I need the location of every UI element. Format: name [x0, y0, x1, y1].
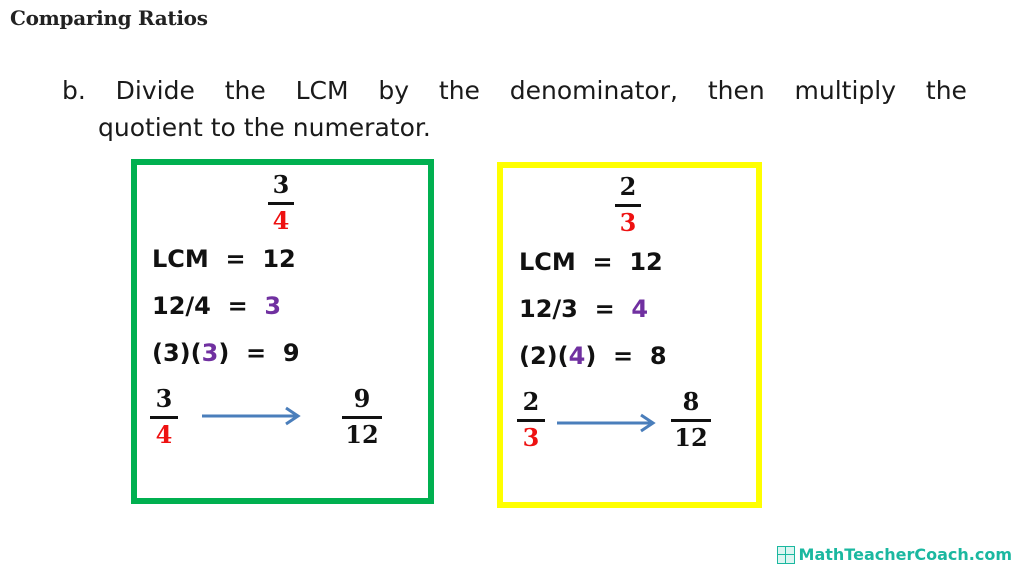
- denominator: 12: [345, 420, 379, 449]
- fraction-bar: [615, 204, 641, 207]
- numerator: 2: [522, 387, 540, 416]
- product-result: 9: [282, 339, 300, 367]
- left-equivalent-fraction: [342, 386, 382, 448]
- denominator: 12: [674, 423, 708, 452]
- division-expression: 12/3: [519, 295, 578, 323]
- instruction-word: denominator,: [509, 76, 678, 105]
- right-product-line: [519, 342, 667, 370]
- left-lcm-line: [152, 245, 296, 273]
- instruction-line-1: [62, 72, 967, 109]
- denominator: 4: [272, 206, 290, 235]
- fraction-bar: [517, 419, 545, 422]
- instruction-text: [62, 72, 967, 146]
- lcm-label: LCM: [152, 245, 209, 273]
- right-arrow-icon: [555, 413, 659, 433]
- equals-sign: =: [227, 292, 248, 320]
- paren: (: [557, 342, 569, 370]
- fraction-bar: [671, 419, 711, 422]
- paren: ): [546, 342, 558, 370]
- numerator-factor: 2: [529, 342, 547, 370]
- left-ratio-fraction: [268, 172, 294, 234]
- instruction-word: multiply: [794, 76, 897, 105]
- right-ratio-fraction: [615, 174, 641, 236]
- instruction-word: LCM: [295, 76, 349, 105]
- fraction-bar: [268, 202, 294, 205]
- numerator: 8: [682, 387, 700, 416]
- right-original-fraction: [517, 389, 545, 451]
- right-lcm-line: [519, 248, 663, 276]
- fraction-bar: [342, 416, 382, 419]
- paren: ): [179, 339, 191, 367]
- instruction-word: the: [438, 76, 480, 105]
- site-logo: [777, 545, 1012, 564]
- instruction-word: then: [707, 76, 765, 105]
- paren: (: [190, 339, 202, 367]
- left-division-line: [152, 292, 281, 320]
- equals-sign: =: [225, 245, 246, 273]
- equals-sign: =: [613, 342, 634, 370]
- numerator: 9: [353, 384, 371, 413]
- numerator-factor: 3: [162, 339, 180, 367]
- quotient-factor: 3: [201, 339, 219, 367]
- paren: (: [519, 342, 530, 370]
- calculator-grid-icon: [777, 546, 795, 564]
- quotient-factor: 4: [568, 342, 586, 370]
- instruction-word: the: [925, 76, 967, 105]
- numerator: 3: [155, 384, 173, 413]
- paren: (: [152, 339, 163, 367]
- denominator: 3: [522, 423, 540, 452]
- left-product-line: [152, 339, 300, 367]
- numerator: 3: [272, 170, 290, 199]
- product-result: 8: [649, 342, 667, 370]
- lcm-label: LCM: [519, 248, 576, 276]
- left-original-fraction: [150, 386, 178, 448]
- lcm-value: 12: [629, 248, 663, 276]
- denominator: 3: [619, 208, 637, 237]
- quotient: 4: [631, 295, 649, 323]
- equals-sign: =: [594, 295, 615, 323]
- right-equivalent-fraction: [671, 389, 711, 451]
- instruction-marker: b.: [62, 76, 86, 105]
- denominator: 4: [155, 420, 173, 449]
- paren: ): [585, 342, 597, 370]
- right-arrow-icon: [200, 406, 304, 426]
- paren: ): [218, 339, 230, 367]
- quotient: 3: [264, 292, 282, 320]
- instruction-word: Divide: [115, 76, 195, 105]
- division-expression: 12/4: [152, 292, 211, 320]
- logo-text: MathTeacherCoach.com: [798, 545, 1012, 564]
- instruction-word: by: [378, 76, 410, 105]
- fraction-bar: [150, 416, 178, 419]
- lcm-value: 12: [262, 245, 296, 273]
- instruction-line-2: quotient to the numerator.: [98, 113, 431, 142]
- page-title: Comparing Ratios: [10, 6, 208, 30]
- instruction-word: the: [224, 76, 266, 105]
- numerator: 2: [619, 172, 637, 201]
- right-division-line: [519, 295, 648, 323]
- equals-sign: =: [592, 248, 613, 276]
- equals-sign: =: [246, 339, 267, 367]
